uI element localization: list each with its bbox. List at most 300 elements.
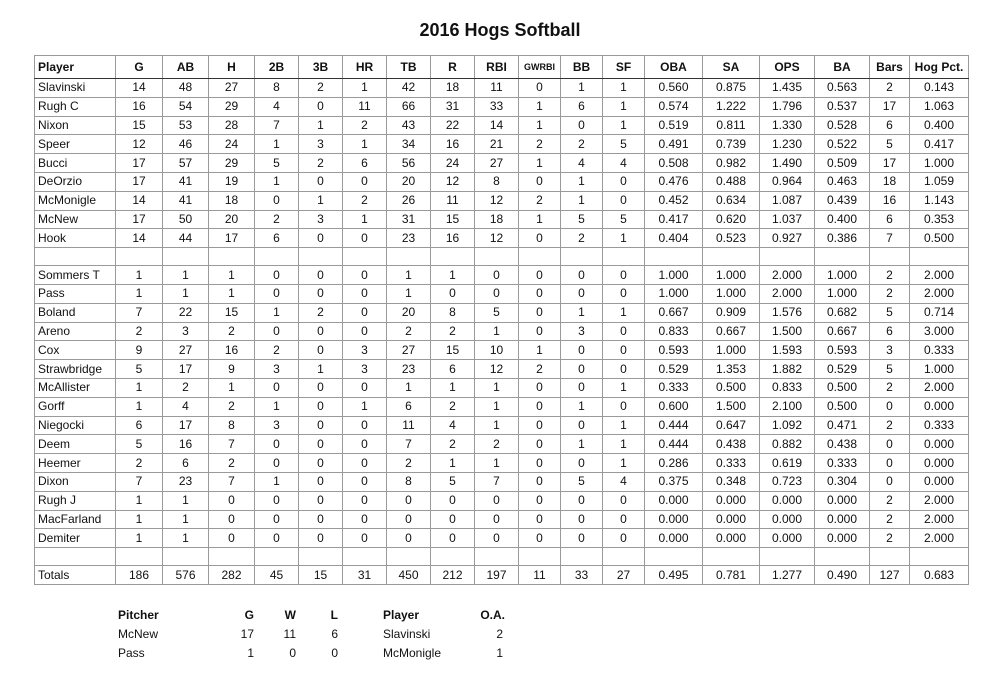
- stat-cell: 1.000: [910, 154, 969, 173]
- stat-cell: 0.333: [645, 378, 703, 397]
- stat-cell: 2: [299, 79, 343, 98]
- stat-cell: 0.000: [703, 510, 760, 529]
- pitching-row: [118, 627, 348, 646]
- stat-cell: 1: [431, 378, 475, 397]
- stat-cell: 1.490: [760, 154, 815, 173]
- stat-cell: 14: [116, 229, 163, 248]
- stat-cell: 1.796: [760, 97, 815, 116]
- stat-cell: 1: [561, 397, 603, 416]
- stat-cell: 9: [116, 341, 163, 360]
- stat-cell: [475, 548, 519, 566]
- stat-cell: 0: [475, 266, 519, 285]
- stat-cell: 212: [431, 566, 475, 585]
- stat-cell: 1.037: [760, 210, 815, 229]
- table-row: [35, 191, 969, 210]
- stat-cell: 0: [387, 491, 431, 510]
- pitching-cell: McNew: [118, 627, 159, 641]
- column-header: BB: [561, 56, 603, 79]
- stat-cell: 1: [519, 210, 561, 229]
- stat-cell: 14: [116, 79, 163, 98]
- stat-cell: 0: [343, 172, 387, 191]
- stat-cell: 6: [561, 97, 603, 116]
- stat-cell: 0.560: [645, 79, 703, 98]
- stat-cell: 0: [561, 529, 603, 548]
- oa-cell: 2: [496, 627, 503, 641]
- stat-cell: 2: [870, 79, 910, 98]
- stat-cell: 17: [163, 360, 209, 379]
- stat-cell: 4: [255, 97, 299, 116]
- stat-cell: 5: [870, 303, 910, 322]
- oa-row: [383, 646, 523, 665]
- stat-cell: 0: [343, 284, 387, 303]
- stat-cell: 1: [603, 435, 645, 454]
- stat-cell: 24: [431, 154, 475, 173]
- column-header: HR: [343, 56, 387, 79]
- stat-cell: 5: [116, 360, 163, 379]
- column-header: RBI: [475, 56, 519, 79]
- stat-cell: 0: [299, 378, 343, 397]
- table-row: [35, 135, 969, 154]
- stat-cell: 0: [387, 510, 431, 529]
- stat-cell: 0: [255, 529, 299, 548]
- stat-cell: 5: [603, 135, 645, 154]
- stat-cell: 0: [255, 191, 299, 210]
- stat-cell: 0.375: [645, 472, 703, 491]
- stat-cell: 0.508: [645, 154, 703, 173]
- stat-cell: 186: [116, 566, 163, 585]
- stat-cell: 1: [343, 79, 387, 98]
- stat-cell: 0: [431, 284, 475, 303]
- stat-cell: 42: [387, 79, 431, 98]
- stat-cell: 8: [431, 303, 475, 322]
- stat-cell: 0: [603, 360, 645, 379]
- column-header: Player: [35, 56, 116, 79]
- table-row: [35, 210, 969, 229]
- stat-cell: 6: [870, 210, 910, 229]
- stat-cell: 1: [603, 454, 645, 473]
- table-row: [35, 454, 969, 473]
- stat-cell: 1: [209, 266, 255, 285]
- stat-cell: 0: [475, 529, 519, 548]
- stat-cell: 20: [387, 172, 431, 191]
- stat-cell: 0: [475, 491, 519, 510]
- stat-cell: 1: [116, 378, 163, 397]
- pitching-summary: [118, 608, 348, 665]
- stat-cell: 1: [163, 491, 209, 510]
- stat-cell: 0: [255, 266, 299, 285]
- stat-cell: 1: [561, 303, 603, 322]
- stat-cell: 0.000: [645, 491, 703, 510]
- stat-cell: 0: [255, 284, 299, 303]
- player-name-cell: Rugh C: [35, 97, 116, 116]
- stat-cell: [343, 248, 387, 266]
- player-name-cell: Areno: [35, 322, 116, 341]
- stat-cell: [343, 548, 387, 566]
- stat-cell: 0.509: [815, 154, 870, 173]
- stat-cell: 0: [343, 266, 387, 285]
- stat-cell: 33: [561, 566, 603, 585]
- stat-cell: 2: [163, 378, 209, 397]
- stat-cell: 0: [519, 510, 561, 529]
- stat-cell: 57: [163, 154, 209, 173]
- stat-cell: 0: [299, 435, 343, 454]
- stat-cell: 2: [519, 360, 561, 379]
- player-name-cell: Sommers T: [35, 266, 116, 285]
- stat-cell: 11: [519, 566, 561, 585]
- blank-row: [35, 548, 969, 566]
- stat-cell: [387, 548, 431, 566]
- stat-cell: 12: [475, 360, 519, 379]
- stat-cell: 34: [387, 135, 431, 154]
- stat-cell: 0.523: [703, 229, 760, 248]
- pitching-header: G: [244, 608, 254, 622]
- column-header: GWRBI: [519, 56, 561, 79]
- stat-cell: 29: [209, 97, 255, 116]
- stat-cell: 0.682: [815, 303, 870, 322]
- stat-cell: 1.000: [703, 341, 760, 360]
- stat-cell: 0.000: [910, 472, 969, 491]
- stat-cell: 0: [519, 397, 561, 416]
- stat-cell: 10: [475, 341, 519, 360]
- stat-cell: 1: [519, 116, 561, 135]
- stat-cell: 0: [475, 284, 519, 303]
- stat-cell: 0: [561, 491, 603, 510]
- stat-cell: 7: [209, 472, 255, 491]
- stat-cell: [910, 548, 969, 566]
- totals-row: [35, 566, 969, 585]
- oa-cell: McMonigle: [383, 646, 442, 660]
- stat-cell: 0: [299, 491, 343, 510]
- stat-cell: [561, 248, 603, 266]
- stat-cell: 5: [603, 210, 645, 229]
- stat-cell: 0: [299, 510, 343, 529]
- stat-cell: 1.882: [760, 360, 815, 379]
- stat-cell: 0.667: [815, 322, 870, 341]
- pitching-header: Pitcher: [118, 608, 159, 622]
- stat-cell: 0: [475, 510, 519, 529]
- stat-cell: 0.667: [703, 322, 760, 341]
- stat-cell: 2: [870, 510, 910, 529]
- stat-cell: 33: [475, 97, 519, 116]
- stat-cell: 1.087: [760, 191, 815, 210]
- stat-cell: [299, 248, 343, 266]
- stat-cell: 14: [116, 191, 163, 210]
- stat-cell: 1: [475, 416, 519, 435]
- stat-cell: [387, 248, 431, 266]
- stat-cell: 0: [870, 454, 910, 473]
- stat-cell: 17: [116, 210, 163, 229]
- stat-cell: 29: [209, 154, 255, 173]
- stat-cell: 11: [387, 416, 431, 435]
- stat-cell: 0.537: [815, 97, 870, 116]
- stat-cell: 0.875: [703, 79, 760, 98]
- stat-cell: 0: [431, 510, 475, 529]
- table-row: [35, 229, 969, 248]
- stat-cell: 0: [561, 510, 603, 529]
- stat-cell: 0.723: [760, 472, 815, 491]
- stat-cell: [815, 548, 870, 566]
- stat-cell: [163, 548, 209, 566]
- stat-cell: 0.333: [910, 416, 969, 435]
- stat-cell: 1.000: [703, 266, 760, 285]
- stat-cell: 0: [343, 491, 387, 510]
- stat-cell: 0.471: [815, 416, 870, 435]
- stat-cell: 1.500: [703, 397, 760, 416]
- stat-cell: 1.435: [760, 79, 815, 98]
- stat-cell: 0: [343, 378, 387, 397]
- player-name-cell: Slavinski: [35, 79, 116, 98]
- stat-cell: 1: [116, 491, 163, 510]
- stat-cell: 0.488: [703, 172, 760, 191]
- stat-cell: 0: [519, 266, 561, 285]
- stat-cell: 17: [209, 229, 255, 248]
- pitching-header: L: [330, 608, 338, 622]
- stat-cell: 17: [163, 416, 209, 435]
- stat-cell: 0.143: [910, 79, 969, 98]
- stat-cell: 8: [209, 416, 255, 435]
- stat-cell: 1.277: [760, 566, 815, 585]
- stat-cell: 5: [561, 210, 603, 229]
- stat-cell: 0.683: [910, 566, 969, 585]
- stat-cell: 0.444: [645, 435, 703, 454]
- stat-cell: 0: [519, 416, 561, 435]
- column-header: Hog Pct.: [910, 56, 969, 79]
- stat-cell: 0.000: [760, 491, 815, 510]
- player-name-cell: Pass: [35, 284, 116, 303]
- stat-cell: 48: [163, 79, 209, 98]
- stat-cell: [645, 248, 703, 266]
- stat-cell: 18: [475, 210, 519, 229]
- stat-cell: [431, 548, 475, 566]
- stat-cell: 0: [561, 284, 603, 303]
- stat-cell: 0: [255, 435, 299, 454]
- stat-cell: 0.528: [815, 116, 870, 135]
- stat-cell: 0: [431, 491, 475, 510]
- stat-cell: 1: [255, 472, 299, 491]
- stat-cell: 0: [519, 172, 561, 191]
- stat-cell: [255, 248, 299, 266]
- player-name-cell: McNew: [35, 210, 116, 229]
- stat-cell: 1: [475, 378, 519, 397]
- stat-cell: 2: [870, 416, 910, 435]
- stat-cell: 18: [431, 79, 475, 98]
- stat-cell: [910, 248, 969, 266]
- stat-cell: 2: [561, 135, 603, 154]
- stat-cell: 2: [255, 210, 299, 229]
- stat-cell: 1: [603, 416, 645, 435]
- stat-cell: 16: [163, 435, 209, 454]
- player-name-cell: Totals: [35, 566, 116, 585]
- stat-cell: 0: [255, 491, 299, 510]
- column-header: SF: [603, 56, 645, 79]
- player-name-cell: Strawbridge: [35, 360, 116, 379]
- stat-cell: 7: [475, 472, 519, 491]
- column-header: 2B: [255, 56, 299, 79]
- stat-cell: 2.000: [910, 510, 969, 529]
- stat-cell: 6: [387, 397, 431, 416]
- stat-cell: 1: [431, 266, 475, 285]
- stat-cell: 1: [163, 510, 209, 529]
- stat-cell: 0.438: [703, 435, 760, 454]
- page-title: 2016 Hogs Softball: [419, 20, 581, 40]
- table-header-row: [35, 56, 969, 79]
- stat-cell: 0: [343, 322, 387, 341]
- stat-cell: 15: [299, 566, 343, 585]
- stat-cell: 0.000: [645, 510, 703, 529]
- stat-cell: 3.000: [910, 322, 969, 341]
- stat-cell: [475, 248, 519, 266]
- pitching-cell: 0: [331, 646, 338, 660]
- stat-cell: 15: [209, 303, 255, 322]
- player-name-cell: Dixon: [35, 472, 116, 491]
- stat-cell: 0.500: [815, 397, 870, 416]
- stat-cell: 41: [163, 191, 209, 210]
- stat-cell: 6: [116, 416, 163, 435]
- stat-cell: 0.500: [815, 378, 870, 397]
- stat-cell: 0: [519, 284, 561, 303]
- stat-cell: 1: [603, 79, 645, 98]
- stat-cell: 1: [561, 435, 603, 454]
- stat-cell: [603, 248, 645, 266]
- stat-cell: 0: [343, 454, 387, 473]
- table-row: [35, 154, 969, 173]
- stat-cell: 0.519: [645, 116, 703, 135]
- stat-cell: 5: [431, 472, 475, 491]
- stat-cell: 1.593: [760, 341, 815, 360]
- stat-cell: [703, 248, 760, 266]
- stat-cell: 2.000: [910, 266, 969, 285]
- stat-cell: 44: [163, 229, 209, 248]
- stat-cell: 0.000: [815, 510, 870, 529]
- stat-cell: 0.593: [815, 341, 870, 360]
- stat-cell: 0.781: [703, 566, 760, 585]
- stat-cell: 0.882: [760, 435, 815, 454]
- stat-cell: 5: [870, 360, 910, 379]
- stat-cell: 0.529: [815, 360, 870, 379]
- stat-cell: 1: [299, 191, 343, 210]
- stat-cell: 20: [209, 210, 255, 229]
- stat-cell: 0: [299, 397, 343, 416]
- stat-cell: 6: [255, 229, 299, 248]
- stat-cell: 0: [603, 491, 645, 510]
- stat-cell: 0.000: [910, 397, 969, 416]
- stat-cell: 5: [561, 472, 603, 491]
- stat-cell: 1.000: [645, 284, 703, 303]
- batting-stats-table: [34, 55, 969, 585]
- stat-cell: 0.438: [815, 435, 870, 454]
- stat-cell: 1: [387, 266, 431, 285]
- stat-cell: 0: [299, 341, 343, 360]
- stat-cell: 1: [163, 529, 209, 548]
- table-row: [35, 472, 969, 491]
- stat-cell: 2.000: [760, 266, 815, 285]
- stat-cell: 0: [209, 491, 255, 510]
- stat-cell: 0: [343, 510, 387, 529]
- stat-cell: 1: [603, 378, 645, 397]
- stat-cell: 0: [299, 472, 343, 491]
- stat-cell: 1: [343, 210, 387, 229]
- stat-cell: 0.333: [815, 454, 870, 473]
- stat-cell: 0.490: [815, 566, 870, 585]
- stat-cell: 0: [343, 416, 387, 435]
- stat-cell: 1.092: [760, 416, 815, 435]
- stat-cell: [163, 248, 209, 266]
- stat-cell: 1: [299, 360, 343, 379]
- player-name-cell: McAllister: [35, 378, 116, 397]
- stat-cell: 23: [387, 360, 431, 379]
- stat-cell: 3: [343, 360, 387, 379]
- stat-cell: 2: [475, 435, 519, 454]
- stat-cell: [760, 548, 815, 566]
- table-row: [35, 266, 969, 285]
- stat-cell: 2: [209, 397, 255, 416]
- stat-cell: 1: [299, 116, 343, 135]
- stat-cell: 0.563: [815, 79, 870, 98]
- stat-cell: 31: [431, 97, 475, 116]
- table-row: [35, 491, 969, 510]
- stat-cell: 0: [519, 79, 561, 98]
- pitching-cell: 0: [289, 646, 296, 660]
- stat-cell: 0.417: [910, 135, 969, 154]
- stat-cell: 1.000: [645, 266, 703, 285]
- stat-cell: 11: [475, 79, 519, 98]
- stat-cell: 0.452: [645, 191, 703, 210]
- player-name-cell: Demiter: [35, 529, 116, 548]
- stat-cell: 0.304: [815, 472, 870, 491]
- stat-cell: 4: [431, 416, 475, 435]
- column-header: 3B: [299, 56, 343, 79]
- stat-cell: 27: [475, 154, 519, 173]
- stat-cell: 2.100: [760, 397, 815, 416]
- stat-cell: 11: [431, 191, 475, 210]
- stat-cell: 16: [209, 341, 255, 360]
- stat-cell: 12: [431, 172, 475, 191]
- player-name-cell: Boland: [35, 303, 116, 322]
- stat-cell: 0: [519, 435, 561, 454]
- stat-cell: 2: [299, 154, 343, 173]
- stat-cell: [209, 248, 255, 266]
- stat-cell: [645, 548, 703, 566]
- column-header: H: [209, 56, 255, 79]
- stat-cell: 2: [870, 284, 910, 303]
- stat-cell: 16: [870, 191, 910, 210]
- stat-cell: [116, 548, 163, 566]
- stat-cell: 1: [116, 284, 163, 303]
- stat-cell: 1: [255, 135, 299, 154]
- table-row: [35, 79, 969, 98]
- stat-cell: 1: [163, 284, 209, 303]
- stat-cell: 2: [299, 303, 343, 322]
- stat-cell: 1: [255, 397, 299, 416]
- stat-cell: 0.811: [703, 116, 760, 135]
- stat-cell: 0.647: [703, 416, 760, 435]
- stat-cell: 0.386: [815, 229, 870, 248]
- stat-cell: [870, 248, 910, 266]
- stat-cell: 0: [299, 322, 343, 341]
- column-header: OBA: [645, 56, 703, 79]
- stat-cell: 0.833: [645, 322, 703, 341]
- stat-cell: 1.059: [910, 172, 969, 191]
- stat-cell: 8: [255, 79, 299, 98]
- stat-cell: 9: [209, 360, 255, 379]
- oa-cell: Slavinski: [383, 627, 431, 641]
- stat-cell: 1: [387, 378, 431, 397]
- stat-cell: 0: [299, 454, 343, 473]
- stat-cell: 0.634: [703, 191, 760, 210]
- stat-cell: 18: [209, 191, 255, 210]
- stat-cell: 0: [519, 229, 561, 248]
- stat-cell: 53: [163, 116, 209, 135]
